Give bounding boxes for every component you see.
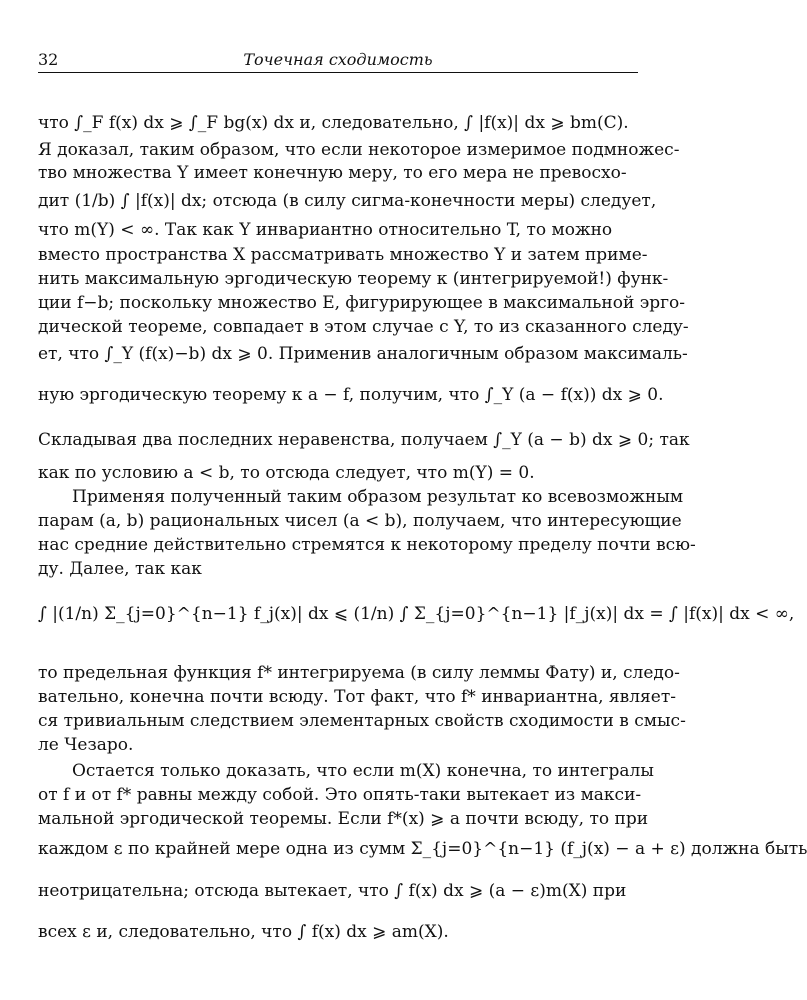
page-header <box>38 48 638 73</box>
page-number: 32 <box>38 50 59 69</box>
text-line: Я доказал, таким образом, что если некоторое измеримое подмножес- <box>38 140 680 160</box>
text-line: что m(Y) < ∞. Так как Y инвариантно относительно T, то можно <box>38 220 613 240</box>
paragraph-first-line: Применяя полученный таким образом результат ко всевозможным <box>72 487 684 507</box>
running-title: Точечная сходимость <box>243 50 433 69</box>
paragraph-first-line: Остается только доказать, что если m(X) конечна, то интегралы <box>72 761 654 781</box>
text-line: дит (1/b) ∫ |f(x)| dx; отсюда (в силу сигма-конечности меры) следует, <box>38 191 657 211</box>
text-line: вательно, конечна почти всюду. Тот факт, что f* инвариантна, являет- <box>38 687 676 707</box>
text-line: ную эргодическую теорему к a − f, получим, что ∫_Y (a − f(x)) dx ⩾ 0. <box>38 385 664 405</box>
text-line: всех ε и, следовательно, что ∫ f(x) dx ⩾ am(X). <box>38 922 449 942</box>
text-line: мальной эргодической теоремы. Если f*(x) ⩾ a почти всюду, то при <box>38 809 649 829</box>
text-line: вместо пространства X рассматривать множество Y и затем приме- <box>38 245 648 265</box>
text-line: ет, что ∫_Y (f(x)−b) dx ⩾ 0. Применив аналогичным образом максималь- <box>38 344 688 364</box>
text-line: Складывая два последних неравенства, получаем ∫_Y (a − b) dx ⩾ 0; так <box>38 430 690 450</box>
display-equation: ∫ |(1/n) Σ_{j=0}^{n−1} f_j(x)| dx ⩽ (1/n) ∫ Σ_{j=0}^{n−1} |f_j(x)| dx = ∫ |f(x)| dx < ∞, <box>38 604 795 624</box>
text-line: нас средние действительно стремятся к некоторому пределу почти всю- <box>38 535 696 555</box>
text-line: каждом ε по крайней мере одна из сумм Σ_{j=0}^{n−1} (f_j(x) − a + ε) должна быть <box>38 839 807 859</box>
text-line: что ∫_F f(x) dx ⩾ ∫_F bg(x) dx и, следовательно, ∫ |f(x)| dx ⩾ bm(C). <box>38 113 629 133</box>
text-line: ле Чезаро. <box>38 735 134 755</box>
text-line: от f и от f* равны между собой. Это опять-таки вытекает из макси- <box>38 785 642 805</box>
text-line: дической теореме, совпадает в этом случае с Y, то из сказанного следу- <box>38 317 689 337</box>
text-line: нить максимальную эргодическую теорему к (интегрируемой!) функ- <box>38 269 669 289</box>
text-line: ду. Далее, так как <box>38 559 202 579</box>
text-line: парам (a, b) рациональных чисел (a < b), получаем, что интересующие <box>38 511 682 531</box>
text-line: тво множества Y имеет конечную меру, то его мера не превосхо- <box>38 163 627 183</box>
text-line: ся тривиальным следствием элементарных свойств сходимости в смыс- <box>38 711 686 731</box>
text-line: неотрицательна; отсюда вытекает, что ∫ f(x) dx ⩾ (a − ε)m(X) при <box>38 881 627 901</box>
text-line: ции f−b; поскольку множество E, фигурирующее в максимальной эрго- <box>38 293 686 313</box>
text-line: как по условию a < b, то отсюда следует, что m(Y) = 0. <box>38 463 535 483</box>
text-line: то предельная функция f* интегрируема (в силу леммы Фату) и, следо- <box>38 663 680 683</box>
